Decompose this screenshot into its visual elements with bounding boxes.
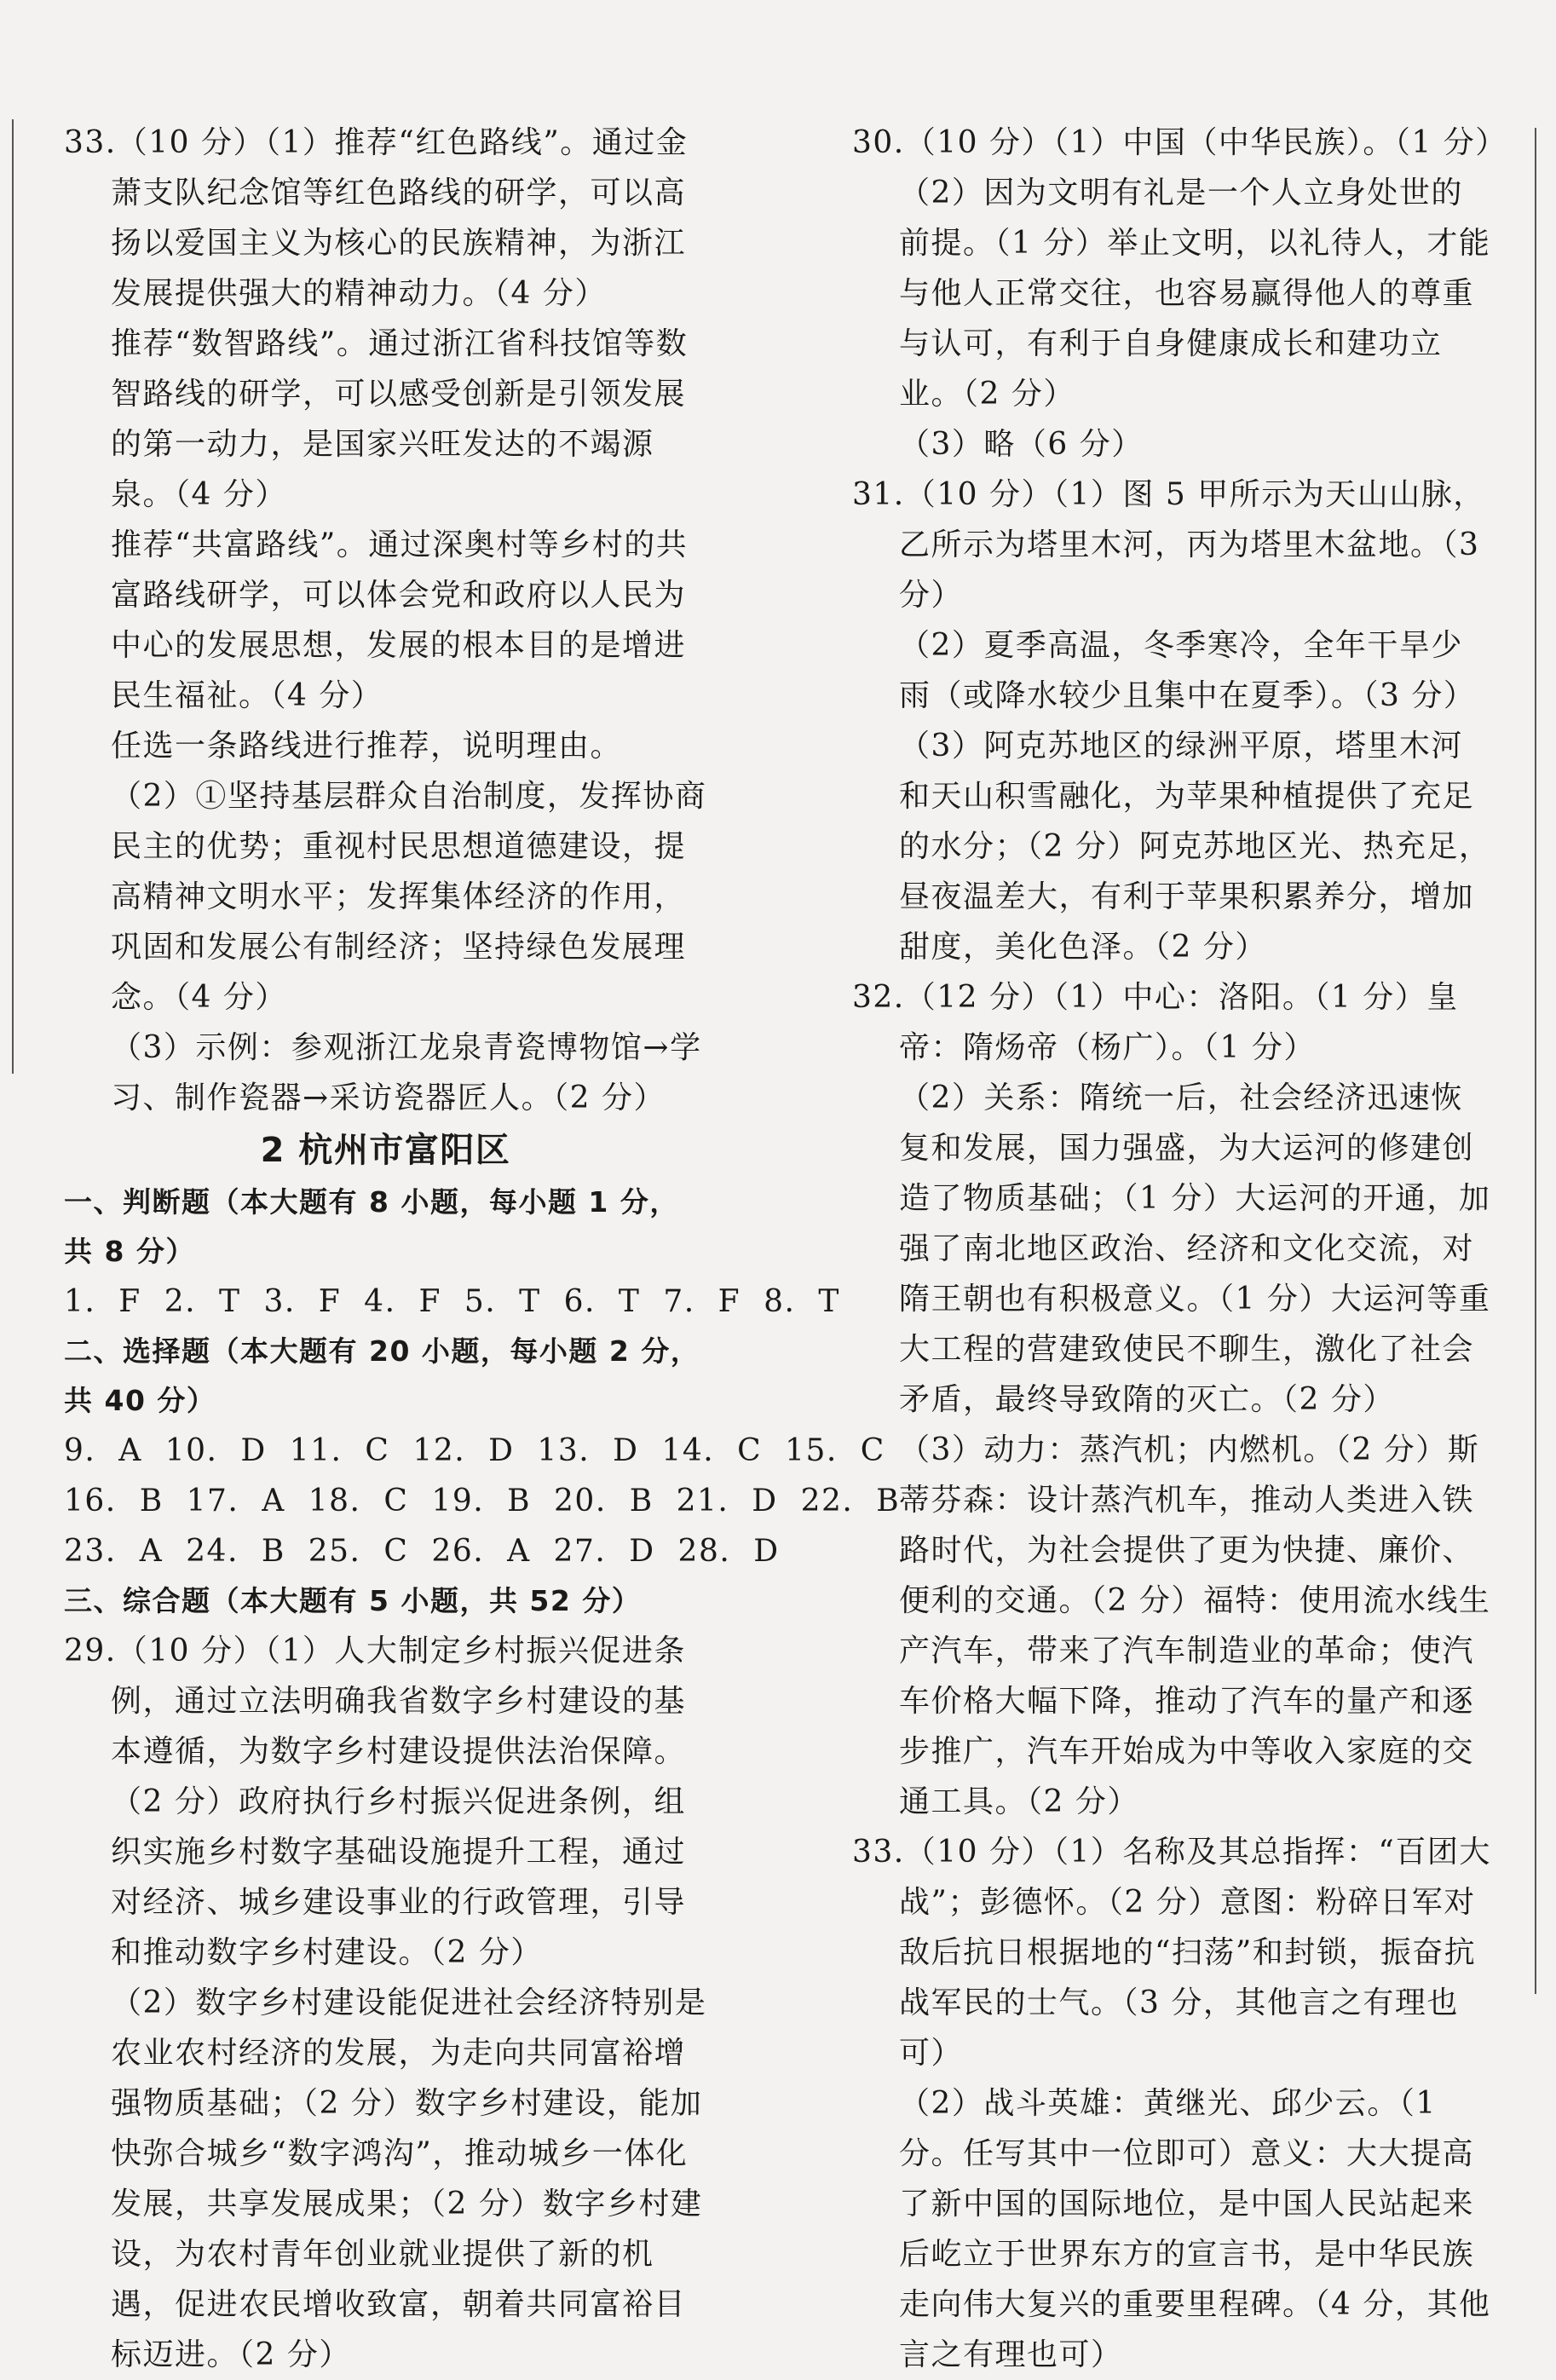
judgment-answers: 1. F 2. T 3. F 4. F 5. T 6. T 7. F 8. T bbox=[64, 1284, 840, 1319]
q30-part1: 30.（10 分）（1）中国（中华民族）。（1 分） bbox=[852, 125, 1507, 160]
q31-part3: （3）阿克苏地区的绿洲平原，塔里木河和天山积雪融化，为苹果种植提供了充足的水分；（2 分）阿克苏地区光、热充足，昼夜温差大，有利于苹果积累养分，增加甜度，美化色泽。（2 分） bbox=[899, 729, 1491, 965]
q33-route-prosperity: 推荐“共富路线”。通过深奥村等乡村的共富路线研学，可以体会党和政府以人民为中心的发展思想，发展的根本目的是增进民生福祉。（4 分） bbox=[111, 527, 689, 713]
q30-part2: （2）因为文明有礼是一个人立身处世的前提。（1 分）举止文明，以礼待人，才能与他人正常交往，也容易赢得他人的尊重与认可，有利于自身健康成长和建功立业。（2 分） bbox=[899, 176, 1491, 412]
q33b-part2: （2）战斗英雄：黄继光、邱少云。（1 分。任写其中一位即可）意义：大大提高了新中国的国际地位，是中国人民站起来后屹立于世界东方的宣言书，是中华民族走向伟大复兴的重要里程碑。（4 分，其他言之有理也可） bbox=[899, 2086, 1491, 2372]
q33-part2: （2）①坚持基层群众自治制度，发挥协商民主的优势；重视村民思想道德建设，提高精神文明水平；发挥集体经济的作用，巩固和发展公有制经济；坚持绿色发展理念。（4 分） bbox=[111, 779, 707, 1015]
q30-part3: （3）略（6 分） bbox=[899, 427, 1144, 462]
q29-part2: （2）数字乡村建设能促进社会经济特别是农业农村经济的发展，为走向共同富裕增强物质基础；（2 分）数字乡村建设，能加快弥合城乡“数字鸿沟”，推动城乡一体化发展，共享发展成果；（2 分）数字乡村建设，为农村青年创业就业提供了新的机遇，促进农民增收致富，朝着共同富裕目标迈进。（2 分） bbox=[111, 1985, 707, 2372]
section-heading-fuyang: 2 杭州市富阳区 bbox=[260, 1131, 511, 1170]
q31-part1: 31.（10 分）（1）图 5 甲所示为天山山脉，乙所示为塔里木河，丙为塔里木盆地。（3 分） bbox=[852, 477, 1485, 613]
left-column bbox=[64, 118, 901, 2380]
q32-part3: （3）动力：蒸汽机；内燃机。（2 分）斯蒂芬森：设计蒸汽机车，推动人类进入铁路时代，为社会提供了更为快捷、廉价、便利的交通。（2 分）福特：使用流水线生产汽车，带来了汽车制造业的革命；使汽车价格大幅下降，推动了汽车的量产和逐步推广，汽车开始成为中等收入家庭的交通工具。（2 分） bbox=[899, 1432, 1491, 1819]
q33b-part1: 33.（10 分）（1）名称及其总指挥：“百团大战”；彭德怀。（2 分）意图：粉碎日军对敌后抗日根据地的“扫荡”和封锁，振奋抗战军民的士气。（3 分，其他言之有理也可） bbox=[852, 1835, 1491, 2071]
left-margin-rule bbox=[12, 119, 14, 1074]
choice-answers-row1: 9. A 10. D 11. C 12. D 13. D 14. C 15. C bbox=[64, 1433, 885, 1468]
q29-part1: 29.（10 分）（1）人大制定乡村振兴促进条例，通过立法明确我省数字乡村建设的基本遵循，为数字乡村建设提供法治保障。（2 分）政府执行乡村振兴促进条例，组织实施乡村数字基础设施提升工程，通过对经济、城乡建设事业的行政管理，引导和推动数字乡村建设。（2 分） bbox=[64, 1634, 687, 1970]
choice-answers-row3: 23. A 24. B 25. C 26. A 27. D 28. D bbox=[64, 1534, 780, 1569]
q32-part2: （2）关系：隋统一后，社会经济迅速恢复和发展，国力强盛，为大运河的修建创造了物质基础；（1 分）大运河的开通，加强了南北地区政治、经济和文化交流，对隋王朝也有积极意义。（1 分）大运河等重大工程的营建致使民不聊生，激化了社会矛盾，最终导致隋的灭亡。（2 分） bbox=[899, 1081, 1491, 1417]
section-comprehensive-title: 三、综合题（本大题有 5 小题，共 52 分） bbox=[64, 1584, 642, 1617]
q33-part1: 33.（10 分）（1）推荐“红色路线”。通过金萧支队纪念馆等红色路线的研学，可以高扬以爱国主义为核心的民族精神，为浙江发展提供强大的精神动力。（4 分） bbox=[64, 125, 689, 311]
q33-part3: （3）示例：参观浙江龙泉青瓷博物馆→学习、制作瓷器→采访瓷器匠人。（2 分） bbox=[111, 1030, 702, 1115]
section-choice-title: 二、选择题（本大题有 20 小题，每小题 2 分，共 40 分） bbox=[64, 1334, 700, 1417]
right-margin-rule bbox=[1535, 128, 1536, 1994]
choice-answers-row2: 16. B 17. A 18. C 19. B 20. B 21. D 22. B bbox=[64, 1484, 901, 1518]
q33-choose-route: 任选一条路线进行推荐，说明理由。 bbox=[111, 729, 623, 764]
q32-part1: 32.（12 分）（1）中心：洛阳。（1 分）皇帝：隋炀帝（杨广）。（1 分） bbox=[852, 980, 1459, 1065]
q33-route-digital: 推荐“数智路线”。通过浙江省科技馆等数智路线的研学，可以感受创新是引领发展的第一动力，是国家兴旺发达的不竭源泉。（4 分） bbox=[111, 326, 689, 512]
q31-part2: （2）夏季高温，冬季寒冷，全年干旱少雨（或降水较少且集中在夏季）。（3 分） bbox=[899, 628, 1476, 713]
section-judgment-title: 一、判断题（本大题有 8 小题，每小题 1 分，共 8 分） bbox=[64, 1185, 679, 1268]
right-column bbox=[852, 118, 1507, 2380]
